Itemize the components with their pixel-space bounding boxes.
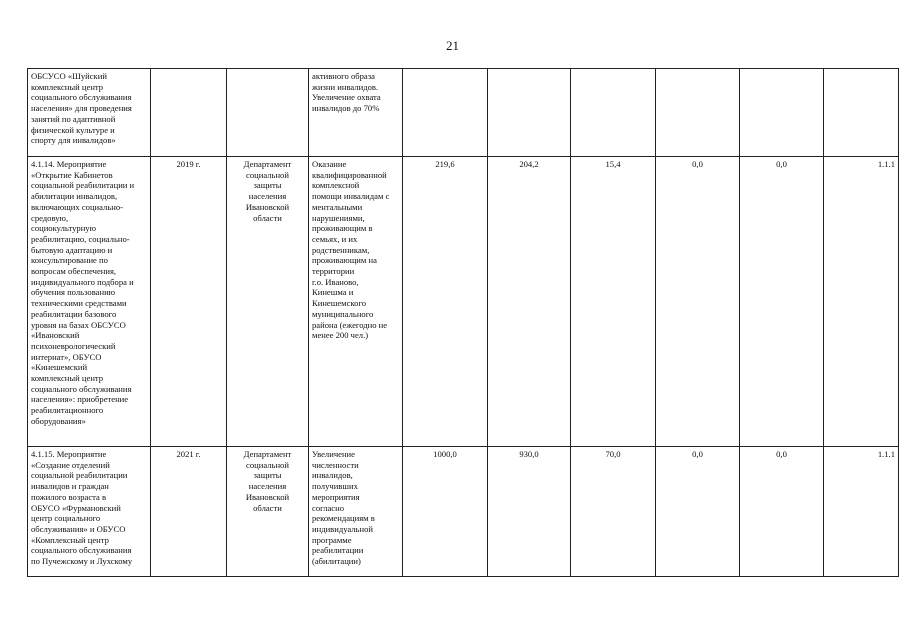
measures-table	[27, 68, 899, 577]
table-row	[28, 157, 899, 447]
indicator-cell: 1.1.1	[824, 447, 899, 577]
page-number: 21	[446, 38, 459, 53]
total-cell: 219,6	[403, 157, 488, 447]
year-cell	[151, 69, 227, 157]
funding-cell-2	[488, 69, 571, 157]
result-cell	[309, 157, 403, 447]
funding-cell-5: 0,0	[740, 447, 824, 577]
measure-name: 4.1.15. Мероприятие «Создание отделений социальной реабилитации инвалидов и граждан пожилого возраста в ОБУСО «Фурмановский центр социального обслуживания» и ОБУСО «Комплексный центр социального обслуживания по Пучежскому и Лухскому	[31, 449, 133, 567]
total-cell: 1000,0	[403, 447, 488, 577]
indicator-cell	[824, 69, 899, 157]
funding-cell-5	[740, 69, 824, 157]
year-cell	[151, 157, 227, 447]
expected-result: Увеличение численности инвалидов, получивших мероприятия согласно рекомендациям в индивидуальной программе реабилитации (абилитации)	[312, 449, 375, 567]
funding-cell-2: 930,0	[488, 447, 571, 577]
funding-cell-4	[656, 69, 740, 157]
year: 2019 г.	[176, 159, 201, 169]
result-cell	[309, 447, 403, 577]
table-row	[28, 447, 899, 577]
funding-cell-3: 70,0	[571, 447, 656, 577]
expected-result: активного образа жизни инвалидов. Увеличение охвата инвалидов до 70%	[312, 71, 381, 114]
funding-cell-2: 204,2	[488, 157, 571, 447]
measure-name: 4.1.14. Мероприятие «Открытие Кабинетов социальной реабилитации и абилитации инвалидов, включающих социально- средовую, социокультурную реабилитацию, социально- бытовую адаптацию и консультирование по вопросам обеспечения, индивидуального подбора и обучения пользованию техническими средствами реабилитации базового уровня на базах ОБСУСО «Ивановский психоневрологический интернат», ОБУСО «Кинешемский комплексный центр социального обслуживания населения»: приобретение реабилитационного оборудования»	[31, 159, 135, 426]
executor: Департамент социальной защиты населения Ивановской области	[243, 449, 292, 513]
indicator-cell: 1.1.1	[824, 157, 899, 447]
measure-name-cell	[28, 447, 151, 577]
funding-cell-3	[571, 69, 656, 157]
funding-cell-5: 0,0	[740, 157, 824, 447]
executor-cell	[227, 157, 309, 447]
year-cell	[151, 447, 227, 577]
result-cell	[309, 69, 403, 157]
year: 2021 г.	[176, 449, 201, 459]
funding-cell-4: 0,0	[656, 157, 740, 447]
table-row	[28, 69, 899, 157]
executor-cell	[227, 69, 309, 157]
expected-result: Оказание квалифицированной комплексной помощи инвалидам с ментальными нарушениями, проживающим в семьях, и их родственникам, проживающим на территории г.о. Иваново, Кинешма и Кинешемского муниципального района (ежегодно не менее 200 чел.)	[312, 159, 390, 341]
total-cell	[403, 69, 488, 157]
measure-name-cell	[28, 69, 151, 157]
executor: Департамент социальной защиты населения Ивановской области	[243, 159, 292, 223]
funding-cell-3: 15,4	[571, 157, 656, 447]
executor-cell	[227, 447, 309, 577]
funding-cell-4: 0,0	[656, 447, 740, 577]
measure-name: ОБСУСО «Шуйский комплексный центр социального обслуживания населения» для проведения занятий по адаптивной физической культуре и спорту для инвалидов»	[31, 71, 132, 146]
measure-name-cell	[28, 157, 151, 447]
